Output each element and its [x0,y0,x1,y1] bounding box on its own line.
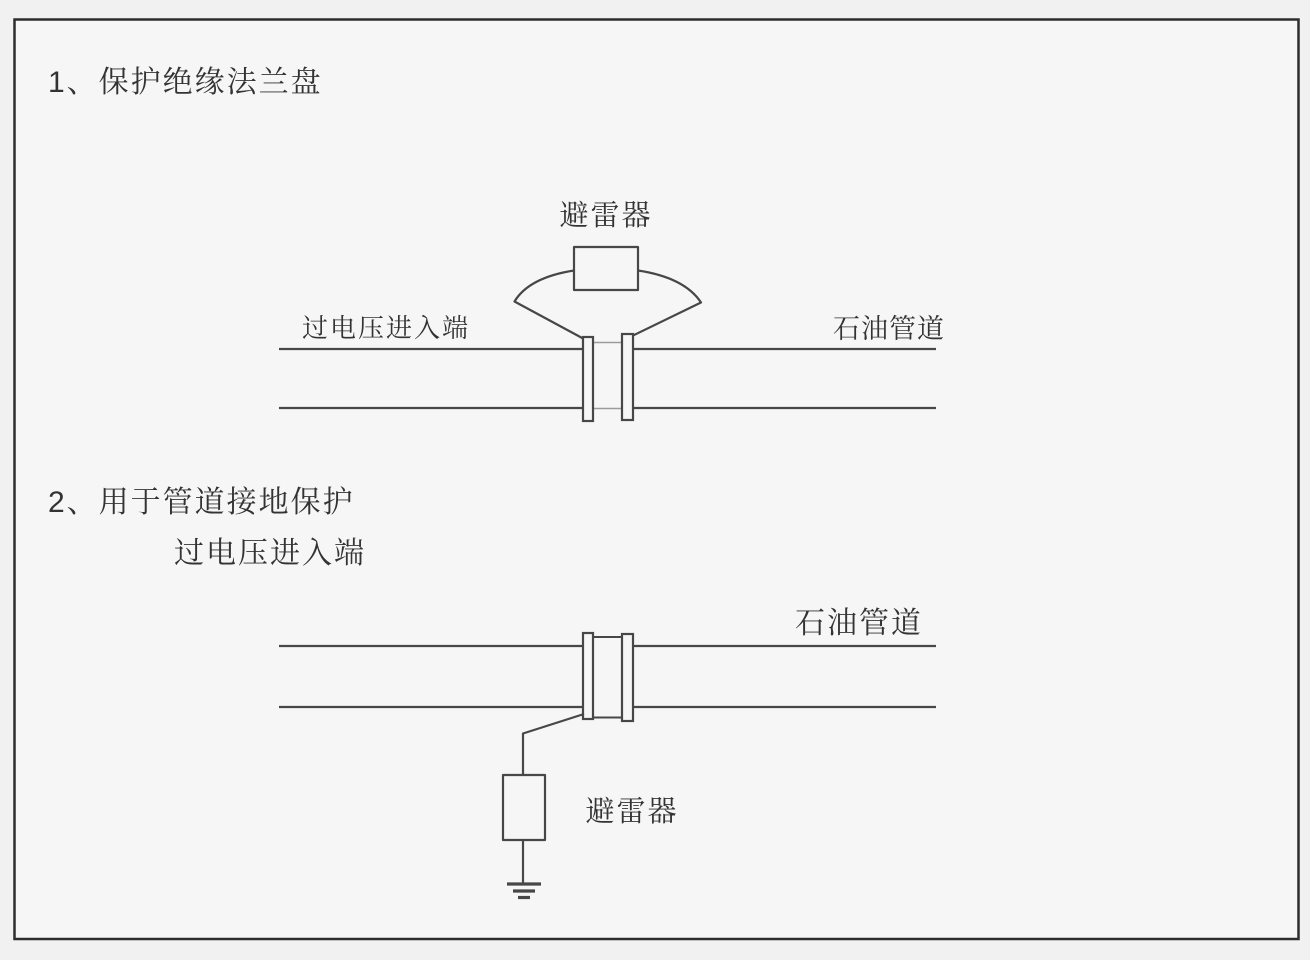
section2-flange-plate-right [622,634,633,721]
section2-arrester-label: 避雷器 [585,796,679,828]
section1-flange-plate-left [583,337,593,421]
section2-flange-plate-left [583,633,593,719]
section1-heading: 1、保护绝缘法兰盘 [48,66,323,99]
section2-heading: 2、用于管道接地保护 [48,486,355,519]
section1-flange-plate-right [622,334,633,420]
section2-overvoltage-entry-label: 过电压进入端 [174,537,366,570]
section2-pipeline-label: 石油管道 [795,607,923,640]
section1-pipeline-label: 石油管道 [833,314,945,344]
section1-arrester-label: 避雷器 [559,200,653,232]
section1-overvoltage-entry-label: 过电压进入端 [301,313,471,343]
